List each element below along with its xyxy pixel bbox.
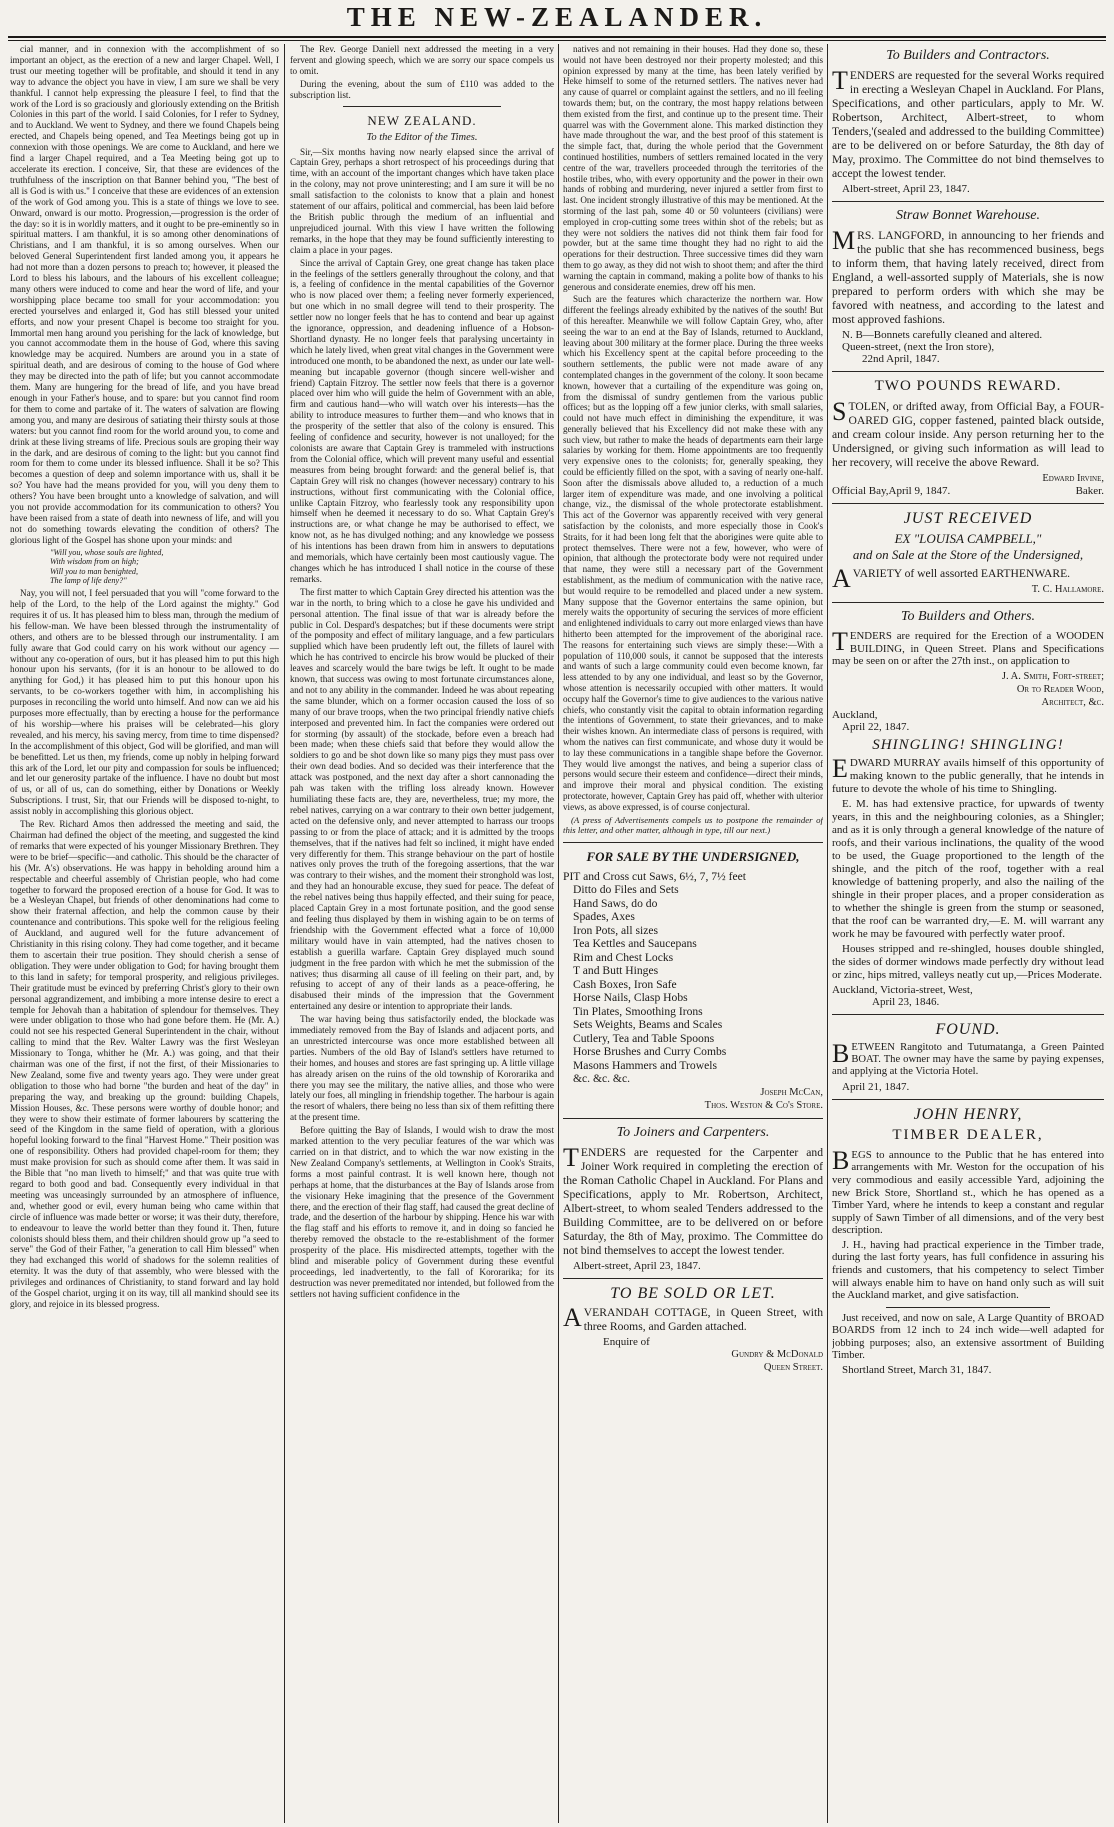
ad-body: TENDERS are requested for the several Works required in erecting a Wesleyan Chapel in Auckland. For Plans, Specifications, and other particulars, apply to Mr. W. Robertson, Architect, Albert-street, to whom Tenders,'(sealed and addressed to the building Committee) are to be delivered on or before Saturday, the 8th day of May, proximo. The Committee do not bind themselves to accept the lowest tender.	[832, 66, 1104, 180]
ad-body: BEGS to announce to the Public that he has entered into arrangements with Mr. Weston for the occupation of his very commodious and easily accessible Yard, adjoining the new Brick Store, Shortland st., which he has opened as a Timber Yard, where he intends to keep a constant and regular supply of Sawn Timber of all dimensions, and of the very best description.	[832, 1145, 1104, 1237]
ad-title: JUST RECEIVED	[903, 510, 1033, 527]
received-advertisement	[832, 510, 1104, 596]
speech-paragraph: Nay, you will not, I feel persuaded that you will "come forward to the help of the Lord, to the help of the Lord against the mighty." God requires it of us. It has pleased him to bless man, through the medium of his fellow-man. We have been blessed through the instrumentality of others, and others are to be blessed through our instrumentality. I am fully aware that God could carry on his work without our agency — without any co-operation of ours, but it has pleased him to put this high honour upon his servants, (for it is an honour to be allowed to do anything for God,) it has pleased him to put this honour upon his servants, to be co-workers together with him, in accomplishing his purposes in reconciling the world unto himself. And now can we aid his purposes more effectually, than by erecting a house for the performance of his worship—where his praises will be celebrated—his glory revealed, and his mercy, his saving mercy, from time to time dispensed? In the accomplishment of this object, God will be glorified, and man will be benefitted. Let us then, my friends, come up nobly in helping forward this ark of the Lord, let our pity and compassion for souls be influenced; and let our generosity partake of the influence. I have no doubt but most of us, or all of us, can do something, either by Donations or Weekly Subscriptions. I trust, Sir, that our Friends will be disposed to-night, to assist nobly in accomplishing this glorious object.	[10, 588, 279, 817]
sale-item: Tea Kettles and Saucepans	[573, 937, 697, 951]
sale-item: Sets Weights, Beams and Scales	[573, 1018, 723, 1032]
section-rule	[832, 371, 1104, 372]
letter-paragraph: Before quitting the Bay of Islands, I would wish to draw the most marked attention to the very peculiar features of the war which was carried on in that district, and to which the war now existing in the New Zealand Company's settlements, at Wellington in Cook's Straits, forms a most painful contrast. It is well known here, though not perhaps at home, that the disturbances at the Bay of Islands arose from the visionary Heke imagining that the presence of the Government there, and the erection of their flag staff, had caused the great decline of trade, and the desertion of the harbour by shipping. Hence his war with the flag staff and his efforts to remove it, and in doing so fancied he thereby removed the obstacle to the re-establishment of the former prosperity of the place. His misdirected attempts, together with the blind and miserable policy of Government during these eventful proceedings, led inadvertently, to the fall of Kororarika; for its destruction was never premeditated nor intended, but followed from the settlers not having sufficient confidence in the	[290, 1125, 554, 1299]
masthead-rule	[8, 36, 1106, 38]
ad-signature: Gundry & McDonald	[731, 1348, 823, 1360]
sale-item-list	[563, 870, 823, 1086]
reward-advertisement	[832, 378, 1104, 497]
let-advertisement	[563, 1285, 823, 1374]
ad-trade: Baker.	[1075, 485, 1104, 497]
sale-item: Masons Hammers and Trowels	[573, 1058, 717, 1072]
ad-title: To Builders and Others.	[900, 609, 1036, 624]
poem-line: Will you to man benighted,	[50, 566, 139, 576]
sale-item: Hand Saws, do do	[573, 896, 658, 910]
ad-title: FOUND.	[935, 1020, 1001, 1038]
ad-signature: Edward Irvine,	[1042, 473, 1104, 484]
ad-body: TENDERS are requested for the Carpenter and Joiner Work required in completing the erection of the Roman Catholic Chapel in Auckland. For Plans and Specifications, apply to Mr. Robertson, Architect, Albert-street, to whom sealed Tenders addressed to the Building Committee, are to be delivered on or before Saturday, the 8th of May, proximo. The Committee do not bind themselves to accept the lowest tender.	[563, 1142, 823, 1257]
ad-date: April 21, 1847.	[842, 1080, 910, 1093]
sale-item: Cutlery, Tea and Table Spoons	[573, 1031, 715, 1045]
sale-item: &c. &c. &c.	[573, 1072, 630, 1086]
shingling-advertisement	[832, 737, 1104, 1008]
section-rule	[343, 106, 501, 107]
ad-title: JOHN HENRY,	[913, 1105, 1023, 1123]
letter-paragraph: Sir,—Six months having now nearly elapsed since the arrival of Captain Grey, perhaps a short retrospect of his proceedings during that time, with an account of the important changes which have taken place in the colony, may not prove uninteresting; and I am sure it will be no small satisfaction to the colonists to know that a plain and honest statement of our affairs, political and commercial, has been laid before the British public through the medium of an influential and unprejudiced journal. With this view I have written the following remarks, in the hope that they may be found sufficiently interesting to claim a place in your pages.	[290, 146, 554, 255]
ad-signature: Joseph McCan,	[760, 1086, 823, 1098]
ad-date: April 22, 1847.	[842, 720, 910, 733]
ad-date: Shortland Street, March 31, 1847.	[842, 1364, 992, 1377]
column-2	[290, 44, 554, 1823]
ad-title: TWO POUNDS REWARD.	[874, 378, 1062, 394]
ad-subtitle: TIMBER DEALER,	[892, 1126, 1044, 1143]
ad-footer	[832, 485, 1104, 497]
ad-body: AVARIETY of well assorted EARTHENWARE.	[832, 564, 1071, 593]
sale-item: Horse Nails, Clasp Hobs	[573, 991, 688, 1005]
sale-advertisement	[563, 849, 823, 1112]
ad-title: FOR SALE BY THE UNDERSIGNED,	[586, 848, 800, 864]
section-rule	[832, 201, 1104, 202]
sale-item: PIT and Cross cut Saws, 6½, 7, 7½ feet	[563, 869, 747, 883]
ad-date: Official Bay,April 9, 1847.	[832, 485, 951, 497]
sale-item: T and Butt Hinges	[573, 964, 659, 978]
sale-item: Rim and Chest Locks	[573, 950, 674, 964]
section-rule	[886, 1307, 1049, 1308]
ad-body: EDWARD MURRAY avails himself of this opportunity of making known to the public generally, that he intends in future to devote the whole of his time to Shingling.	[832, 753, 1104, 795]
article-heading: NEW ZEALAND.	[367, 112, 477, 128]
ad-body: STOLEN, or drifted away, from Official Bay, a FOUR-OARED GIG, copper fastened, painted black outside, and cream colour inside. Any person returning her to the Undersigned, or giving such information as will lead to her recovery, will receive the above Reward.	[832, 397, 1104, 469]
poem-line: The lamp of life deny?"	[50, 576, 127, 586]
ad-place: Auckland,	[832, 708, 878, 721]
column-3	[563, 44, 823, 1823]
ad-subtitle: and on Sale at the Store of the Undersigned,	[852, 547, 1084, 562]
poem-line: "Will you, whose souls are lighted,	[50, 547, 164, 557]
ad-body: Houses stripped and re-shingled, houses double shingled, the sides of dormer windows made perfectly dry without lead or zinc, hips mitred, valleys neatly cut up,—Prices Moderate.	[832, 942, 1104, 981]
ad-subtitle: EX "LOUISA CAMPBELL,"	[894, 531, 1042, 546]
poem-quote	[10, 548, 279, 586]
ad-body: AVERANDAH COTTAGE, in Queen Street, with three Rooms, and Garden attached.	[563, 1302, 823, 1333]
ad-title: SHINGLING! SHINGLING!	[872, 736, 1064, 753]
ad-title: To Builders and Contractors.	[886, 48, 1050, 63]
section-rule	[832, 1099, 1104, 1100]
others-advertisement	[832, 609, 1104, 733]
letter-paragraph: The first matter to which Captain Grey directed his attention was the war in the north, to bring which to a close he gave his undivided and personal attention. The final issue of that war is already before the public in Col. Despard's despatches; but if these documents were stript of the pomposity and effect of military language, and a few particulars supplied which have been prudently left out, the fillets of laurel with which he has contrived to encircle his brow would be plucked of their leaves and scarcely would the bare twigs be left. It ought to be made known, that success was owing to most fortunate circumstances alone, and not to any ability in the commander. Indeed he was about repeating the same blunder, which on a former occasion caused the loss of so many of our brave troops, when the two principal friendly native chiefs interposed and prevented him. In fact the companies were ordered out for storming (by assault) of the stockade, before even a breach had been made; when these chiefs said that before they would allow the soldiers to go and be shot down like so many pigs they must pass over their own dead bodies. And so decided was their interference that the attack was postponed, and the next day after a short cannonading the pah was taken with the trifling loss already known. However humiliating these facts are, they are, nevertheless, true; my more, the rebel natives, carrying on a war contrary to their own better judgement, acted on the defensive only, and never attempted to harrass our troops passing to or from the place of attack; and it is admitted by the troops themselves, that if the natives had felt so inclined, it might have ended very differently for them. This strange behaviour on the part of hostile natives only proves the truth of the foregoing assertions, that the war was contrary to their wishes, and the moment their stronghold was lost, and they had an honourable excuse, they sued for peace. The defeat of the rebel natives being thus happily effected, and their suing for peace, placed Captain Grey in a most fortunate position, and the good sense and feeling thus displayed by them in wishing again to be on terms of friendship with the Government effected what a force of 10,000 military would have in vain attempted, had the natives chosen to establish a guerilla warfare. Captain Grey displayed much sound judgment in the free pardon with which he met the submission of the natives; thus disarming all cause of ill feeling on their part, and, by refusing to accept of any of their lands as a peace-offering, he disabused their minds of the impression that the Government entertained any desire or intention to appropriate their lands.	[290, 586, 554, 1012]
ad-date: April 23, 1846.	[872, 995, 940, 1008]
ad-body: BETWEEN Rangitoto and Tutumatanga, a Green Painted BOAT. The owner may have the same by paying expenses, and applying at the Victoria Hotel.	[832, 1038, 1104, 1078]
poem-line: With wisdom from on high;	[50, 557, 139, 567]
section-rule	[563, 1278, 823, 1279]
bonnet-advertisement	[832, 208, 1104, 365]
masthead-rule-thin	[8, 40, 1106, 41]
sale-item: Tin Plates, Smoothing Irons	[573, 1004, 703, 1018]
column-4	[832, 44, 1104, 1823]
column-divider	[558, 44, 559, 1823]
builders-advertisement	[832, 48, 1104, 195]
ad-signature: T. C. Hallamore.	[1031, 584, 1104, 595]
ad-date: Albert-street, April 23, 1847.	[842, 183, 970, 195]
meeting-paragraph: The Rev. George Daniell next addressed the meeting in a very fervent and glowing speech, which we are sorry our space compels us to omit.	[290, 44, 554, 76]
speech-paragraph: The Rev. Richard Amos then addressed the meeting and said, the Chairman had defined the object of the meeting, and suggested the kind of remarks that were expected of his younger Missionary Brethren. They were to be brief—specific—and catholic. This should be the character of his (Mr. A's) observations. He was happy in beholding around him a respectable and cheerful assembly of Christian people, who had come together to forward the proposed erection of a house for God. It was to be a Wesleyan Chapel, but friends of other denominations had come to show their fraternal affection, and help the common cause by their countenance and contributions. This spoke well for the religious feeling of Auckland, and augured well for the future advancement of Christianity in this rising colony. They had come together, and it became them to ascertain their true position. They should cherish a sense of obligation. They were under obligation to God; for having brought them to this land in safety; for temporal prosperity, and religious privileges. Their gratitude must be evinced by preferring Christ's glory to their own personal aggrandizement, and imbibing a more intense desire to erect a temple for Jehovah than a habitation of splendour for themselves. They were under obligation to those who had gone before them. He (Mr. A.) could not see his respected General Superintendent in the chair, without calling to mind that the Rev. Walter Lawry was the first Wesleyan Missionary to Tonga, whither he (Mr. A.) was going, and that their chairman was one of the first, if not the first, of their Missionaries to New Zealand, some five and twenty years ago. They were under great obligation to those who had borne "the burden and heat of the day" in preparing the way, and breaking up the ground: building Chapels, Mission Houses, &c. These persons were worthy of double honor; and they were to show their estimate of former labourers by scattering the seed of the Kingdom in the same field of operation, with a glorious hopeful looking forward to the final "Harvest Home." Their position was one of responsibility. Others had provided chapel-room for them; they must make provision for such as should come after them. It was said in the Bible that "no man liveth to himself;" and that was quite true with regard to both good and bad. Consequently every individual in that meeting was unceasingly surrounded by an atmosphere of influence, and, whether good or evil, every human being who came within that circle of influence was made better or worse; it was their duty, therefore, to endeavour to leave the world better than they found it. Then, future colonists should bless them, and their children should grow up "a seed to serve" the God of their Father, "a generation to call Him blessed" when they had exchanged this world of shadows for the solemn realities of eternity. It was the duty of that assembly, who were blessed with the privileges and ordinances of Christianity, to stand forward and lay hold of the Gospel chariot, urging it on its way, till all mankind should see its glory, and rejoice in its blessed progress.	[10, 819, 279, 1309]
section-rule	[832, 503, 1104, 504]
found-advertisement	[832, 1021, 1104, 1093]
section-rule	[832, 602, 1104, 603]
ad-body: MRS. LANGFORD, in announcing to her friends and the public that she has recommenced business, begs to inform them, that having lately received, direct from England, a well-assorted supply of Materials, she is now prepared to perform orders with which she may be favored with neatness, and according to the latest and most approved fashions.	[832, 226, 1104, 326]
letter-paragraph: Such are the features which characterize the northern war. How different the feelings already exhibited by the natives of the south! But of this hereafter. Meanwhile we will follow Captain Grey, who, after seeing the war to an end at the Bay of Islands, returned to Auckland, leaving about 300 military at the former place. During the three weeks which his Excellency spent at the capital before proceeding to the southern settlements, the public were not made aware of any contemplated changes in the government of the colony. It soon became known, however that a curtailing of the expenditure was going on, from the dismissal of sundry gentlemen from the various public offices; but as the lopping off a few junior clerks, with small salaries, could not have much effect in diminishing the expenditure, it was generally believed that his Excellency did not make these with any such view, but rather to make the heads of departments earn their large salaries by working for them. Home appointments are too frequently very expensive ones to the colonists; for, generally speaking, they could be efficiently filled on the spot, with a saving of nearly one-half. Soon after the dismissals above alluded to, a reduction of a much larger item of expenditure was made, and one involving a political change, viz., the dismissal of the whole protectorate establishment. This act of the Governor was apparently received with very general satisfaction by the colonists, and more especially those in Cook's Straits, for it had been long felt that the aborigines were quite able to protect themselves. There were not a few, however, who were of opinion, that although the protectorate body were not required under that name, they were still a necessary part of the Government establishment, as the medium of communication with the native race, but would require to be remodelled and placed under a new system. Many suppose that the Governor entertains the same opinion, but merely waits the opportunity of securing the services of more efficient and enlightened individuals to carry out more enlarged views than have hitherto been attempted for the improvement of the aboriginal race. The reasons for entertaining such views are simply these:—With a population of 110,000 souls, it cannot be supposed that the interests and wants of such a large community could even become known, far less attended to by any one individual, and least so by the Governor, whose attention is necessarily occupied with other matters. It would occupy half the Governor's time to give audiences to the various native chiefs, who constantly visit the capital to obtain information regarding the intentions of Government, to state their grievances, and to make their wishes known. An intermediate class of persons is required, with whom the natives can first communicate, and whose duty it would be to lay these communications in a tangible shape before the Governor. They would live amongst the natives, and being a superior class of persons would secure their esteem and confidence—direct their minds, and improve their moral and physical condition. The existing protectorate, however, Captain Grey has paid off, whether with ulterior views, as above expressed, is of course conjectural.	[563, 294, 823, 812]
section-rule	[832, 1014, 1104, 1015]
ad-note: N. B—Bonnets carefully cleaned and altered.	[842, 329, 1043, 341]
ad-signature: Architect, &c.	[1041, 696, 1104, 708]
letter-paragraph: Since the arrival of Captain Grey, one great change has taken place in the feelings of the settlers generally throughout the colony, and that is, a feeling of confidence in the mental capabilities of the Governor who is now placed over them; a feeling never formerly experienced, but one which in no small degree will tend to their prosperity. The settler now no longer feels that he has to contend and bear up against the ignorance, oppression, and deadening influence of a Hobson-Shortland dynasty. He no longer feels that paralysing uncertainty in which he lately lived, when great vital changes in the Government were introduced one month, to be abandoned the next, as under our late well-meaning but incapable governor (though sincere well-wisher and friend) Captain Fitzroy. The settler now feels that there is a governor placed over him who will guide the helm of Government with an able, firm and cautious hand—who will watch over his interests—has the ability to introduce measures to further them—and who knows that in the prosperity of the settler that also of the colony is ensured. This feeling of confidence and security, however is not unalloyed; for the colonists are aware that Captain Grey is trammeled with instructions from the Colonial office, which will prevent many useful and essential measures from being brought forward: and the general belief is, that Captain Grey will risk no changes (however necessary) contrary to his instructions, without first communicating with the Colonial office, unlike Captain Fitzroy, who fearlessly took any responsibility upon himself when he deemed it necessary to do so. What Captain Grey's instructions are, or what change he may be authorised to effect, we know not, as he has divulged nothing; and any knowledge we possess of his intentions has been drawn from him in answers to deputations and memorials, which have certainly been most cautiously vague. The changes which he has introduced I shall notice in the course of these remarks.	[290, 257, 554, 584]
ad-address: Auckland, Victoria-street, West,	[832, 983, 973, 996]
ad-body: J. H., having had practical experience in the Timber trade, during the last forty years, has full confidence in assuring his friends and customers, that his competency to select Timber will always enable him to have on hand only such as will suit the Auckland market, and give satisfaction.	[832, 1238, 1104, 1302]
ad-date: 22nd April, 1847.	[862, 353, 940, 365]
column-divider	[827, 44, 828, 1823]
masthead: THE NEW-ZEALANDER.	[346, 1, 768, 32]
meeting-paragraph: During the evening, about the sum of £110 was added to the subscription list.	[290, 78, 554, 100]
letter-paragraph: The war having being thus satisfactorily ended, the blockade was immediately removed from the Bay of Islands and adjacent ports, and an unrestricted intercourse was once more established between all parties. Numbers of the old Bay of Island's settlers have returned to their homes, and houses and stores are fast springing up. A little village has already arisen on the ruins of the old township of Kororarika and there you may see the military, the native allies, and those who were lately our foes, all mingling in friendship together. The harbour is again the resort of whalers, there being no less than six of them refitting there at the present time.	[290, 1014, 554, 1123]
ad-title: TO BE SOLD OR LET.	[610, 1284, 776, 1302]
letter-paragraph: natives and not remaining in their houses. Had they done so, these would not have been destroyed nor their property molested; and this opinion expressed by many at the time, has been lately verified by Heke himself to some of the returned settlers. The natives never had any cause of quarrel or complaint against the settlers, and no ill feeling towards them; but, on the contrary, the most happy relations between them existed from the first, and continue up to the present time. Their quarrel was with the Government alone. This marked distinction they have made throughout the war, and the best proof of this statement is the simple fact, that, during the whole period that the Government continued hostilities, numbers of settlers remained located in the very centre of the war, travellers proceeded through the territories of the hostile tribes, who, with every opportunity and the power in their own hands of robbing and murdering, never injured a settler from first to last. One incident strongly illustrative of this may be mentioned. At the storming of the last pah, some 40 or 50 volunteers (civilians) were employed in crop-cutting some trees within shot of the rebels; but as they were not soldiers the natives did not think them fair food for powder, but at the same time thought they had no right to aid the operations for their destruction. Three successive times did they warn them to go away, as they did not wish to shoot them; and after the third warning the captain in command, making a polite bow of thanks to his generous and considerate enemies, drew off his men.	[563, 44, 823, 292]
editor-note: (A press of Advertisements compels us to postpone the remainder of this letter, and other matter, although in type, till our next.)	[563, 814, 823, 836]
ad-body: Just received, and now on sale, A Large Quantity of BROAD BOARDS from 12 inch to 24 inch wide—well adapted for jobbing purposes; also, an extensive assortment of Building Timber.	[832, 1312, 1104, 1362]
ad-signature: Queen Street.	[763, 1361, 823, 1373]
ad-title: To Joiners and Carpenters.	[616, 1124, 770, 1140]
ad-body: TENDERS are required for the Erection of a WOODEN BUILDING, in Queen Street. Plans and Specifications may be seen on or after the 27th inst., on application to	[832, 627, 1104, 667]
ad-signature: Thos. Weston & Co's Store.	[704, 1099, 823, 1111]
joiners-advertisement	[563, 1125, 823, 1272]
article-subheading: To the Editor of the Times.	[366, 131, 478, 143]
section-rule	[563, 1118, 823, 1119]
timber-advertisement	[832, 1106, 1104, 1377]
ad-signature: Or to Reader Wood,	[1016, 683, 1104, 695]
sale-item: Cash Boxes, Iron Safe	[573, 977, 677, 991]
column-1	[10, 44, 279, 1823]
ad-title: Straw Bonnet Warehouse.	[895, 208, 1040, 223]
sale-item: Ditto do Files and Sets	[573, 883, 679, 897]
letter-continued	[563, 44, 823, 813]
ad-date: Albert-street, April 23, 1847.	[573, 1259, 701, 1272]
section-rule	[563, 842, 823, 843]
ad-signature: J. A. Smith, Fort-street;	[1001, 670, 1104, 682]
column-divider	[284, 44, 285, 1823]
speech-paragraph: cial manner, and in connexion with the accomplishment of so important an object, as the erection of a new and larger Chapel. Well, I trust our meeting together will be profitable, and should it tend in any way to advance the object you have in view, I am sure we shall be very thankful. I cannot help expressing the pleasure I feel, to find that the work of the Lord is so graciously and gloriously extending on the British Colonies in this part of the world. I said Colonies, for I refer to Sydney, and to Auckland. We went to Sydney, and there we found Chapels being erected, and Chapels being opened, and Tea Meetings being got up in connexion with those openings. We are come to Auckland, and here we find a larger Chapel required, and a Tea Meeting being got up to accelerate its erection. I conceive, Sir, that these are evidences of the truthfulness of the inscription on that Banner behind you, "The best of all is God is with us." I conceive that these are evidences of an extension of the work of God among you. This is a state of things we love to see. Onward, onward is our motto. Progression,—progression is the order of the day: so it is in worldly matters, and it ought to be pre-eminently so in spiritual matters. I am thankful, it is so among other denominations of Christians, and I am thankful, it is so among ourselves. When our beloved General Superintendent first landed among you, it appears he had not more than a dozen persons to preach to; however, it pleased the Lord to bless his labours, and the labours of his excellent colleague; many others were induced to come and hear the word of life, and your worshipping place became too small for your accommodation: you erected yourselves and enlarged it, God has still blessed your united efforts, and now your present Chapel is become too straight for you. Immortal men hang around you perishing for the lack of knowledge, but you cannot accommodate them in the house of God, where this saving knowledge may be acquired. Numbers are around you in a state of spiritual death, and are desirous of coming to the house of God where they may be directed into the path of life; but you cannot accommodate them. Many are hungering for the bread of life, and you have bread enough in your Father's house, and to spare: but you cannot find room for them to come and partake of it. The waters of salvation are flowing among you, and many are desirous of satiating their thirsty souls at those waters: but you cannot find room for the world around you, to come and drink at these living streams of life. Precious souls are groping their way in the dark, and are desirous of coming to the light: but you cannot find room for them to come under its blessed influence. Shall it be so? This becomes a question of deep and solemn importance with us, shall it be so? You have had the means provided for you, will you deny them to others? You have been brought unto a knowledge of salvation, and will you not provide accommodation for its communication to others? You have been raised from a state of death into newness of life, and will you not do something towards elevating the condition of others? The glorious light of the Gospel has shone upon your minds: and	[10, 44, 279, 545]
sale-item: Iron Pots, all sizes	[573, 923, 659, 937]
sale-item: Spades, Axes	[573, 910, 635, 924]
ad-enquire: Enquire of	[603, 1335, 650, 1348]
sale-item: Horse Brushes and Curry Combs	[573, 1045, 727, 1059]
ad-body: E. M. has had extensive practice, for upwards of twenty years, in this and the neighbouring colonies, as a Shingler; and as it is only through a general knowledge of the nature of roofs, and their various inclinations, the quality of the wood to be used, the Guage proportioned to the length of the shingle, and the pitch of the roof, together with a real knowledge of battening properly, and also the nailing of the shingle in their proper places, and a proper consideration as to whether the shingle is green from the stump or seasoned, that the roof can be warranted dry,—E. M. will warrant any work he may be favoured with perfectly water proof.	[832, 797, 1104, 940]
ad-address: Queen-street, (next the Iron store),	[842, 341, 995, 353]
